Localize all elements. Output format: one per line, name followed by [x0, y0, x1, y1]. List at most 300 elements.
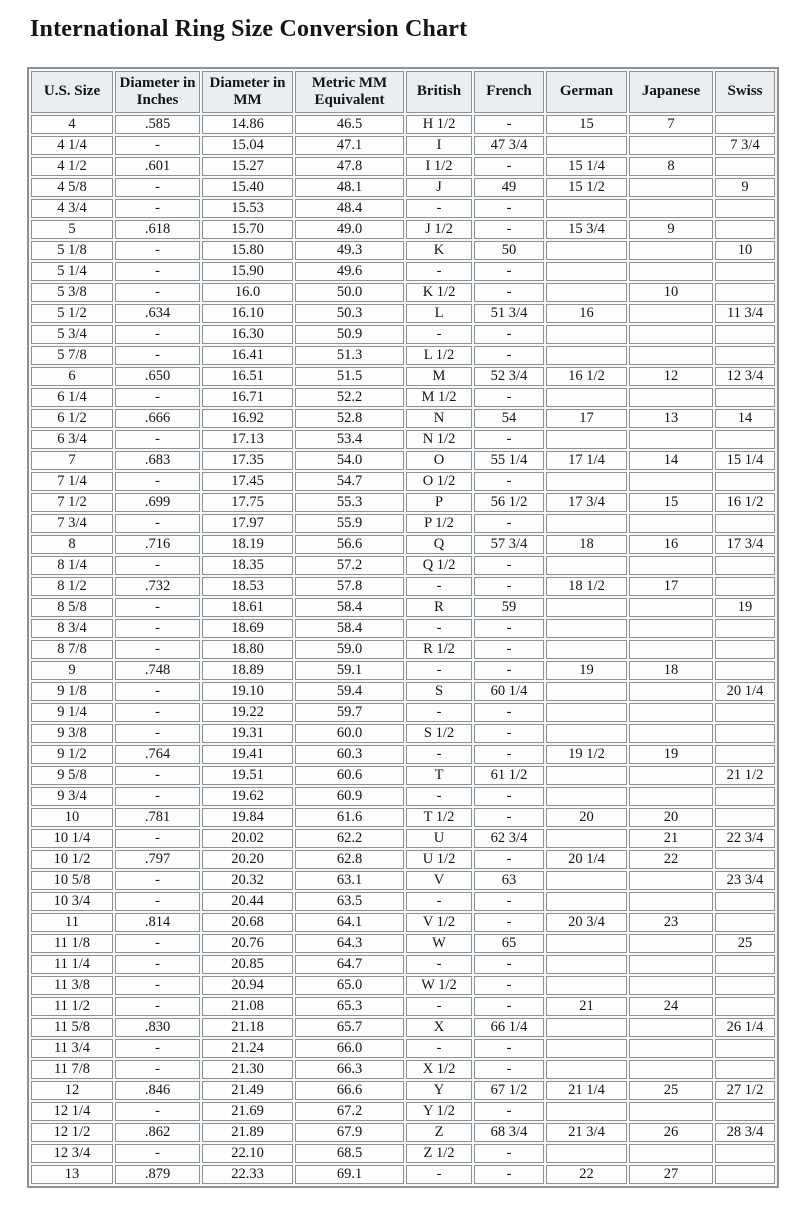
table-cell: 6 3/4: [31, 430, 113, 449]
table-cell: 23: [629, 913, 713, 932]
table-cell: 10 3/4: [31, 892, 113, 911]
table-cell: [546, 871, 627, 890]
table-cell: .814: [115, 913, 200, 932]
table-cell: P 1/2: [406, 514, 472, 533]
table-cell: 16: [629, 535, 713, 554]
column-header: Swiss: [715, 71, 775, 113]
table-cell: 12 1/2: [31, 1123, 113, 1142]
table-cell: 64.7: [295, 955, 404, 974]
table-cell: 4 3/4: [31, 199, 113, 218]
table-cell: 5 1/2: [31, 304, 113, 323]
table-cell: 19.22: [202, 703, 293, 722]
table-cell: H 1/2: [406, 115, 472, 134]
table-cell: -: [406, 787, 472, 806]
table-cell: 68.5: [295, 1144, 404, 1163]
table-cell: [629, 136, 713, 155]
table-row: [31, 598, 775, 617]
table-cell: [629, 976, 713, 995]
table-cell: 18.61: [202, 598, 293, 617]
table-row: [31, 346, 775, 365]
table-cell: 5 3/8: [31, 283, 113, 302]
table-cell: 14: [715, 409, 775, 428]
table-cell: 14: [629, 451, 713, 470]
table-cell: [629, 1144, 713, 1163]
table-cell: .699: [115, 493, 200, 512]
table-cell: 20.32: [202, 871, 293, 890]
table-cell: 20.02: [202, 829, 293, 848]
table-cell: 20: [546, 808, 627, 827]
table-row: [31, 1123, 775, 1142]
table-cell: 8 1/2: [31, 577, 113, 596]
table-cell: [715, 430, 775, 449]
table-cell: 15: [629, 493, 713, 512]
table-cell: -: [115, 241, 200, 260]
table-cell: 18.35: [202, 556, 293, 575]
table-cell: [546, 598, 627, 617]
table-cell: [715, 619, 775, 638]
table-cell: S: [406, 682, 472, 701]
table-cell: [629, 304, 713, 323]
table-cell: 51.3: [295, 346, 404, 365]
page-title: International Ring Size Conversion Chart: [30, 16, 468, 42]
table-cell: 21.24: [202, 1039, 293, 1058]
table-cell: [715, 703, 775, 722]
table-cell: I 1/2: [406, 157, 472, 176]
table-cell: 57.8: [295, 577, 404, 596]
table-row: [31, 241, 775, 260]
table-cell: 11 3/4: [715, 304, 775, 323]
table-cell: 10 1/2: [31, 850, 113, 869]
table-cell: -: [115, 955, 200, 974]
table-cell: 21.08: [202, 997, 293, 1016]
table-cell: 8 7/8: [31, 640, 113, 659]
table-cell: [715, 325, 775, 344]
table-cell: 56.6: [295, 535, 404, 554]
table-cell: 57.2: [295, 556, 404, 575]
table-cell: -: [474, 283, 544, 302]
column-header: French: [474, 71, 544, 113]
table-cell: 19.84: [202, 808, 293, 827]
table-cell: 15.80: [202, 241, 293, 260]
table-cell: [629, 514, 713, 533]
table-cell: 63: [474, 871, 544, 890]
table-cell: [715, 640, 775, 659]
table-cell: [546, 1060, 627, 1079]
table-cell: -: [474, 388, 544, 407]
table-cell: 19.10: [202, 682, 293, 701]
table-cell: 55 1/4: [474, 451, 544, 470]
table-cell: -: [406, 577, 472, 596]
column-header: Japanese: [629, 71, 713, 113]
table-cell: [715, 556, 775, 575]
table-cell: 4: [31, 115, 113, 134]
table-cell: 22.33: [202, 1165, 293, 1184]
table-row: [31, 934, 775, 953]
table-cell: 10 5/8: [31, 871, 113, 890]
table-cell: 51 3/4: [474, 304, 544, 323]
table-cell: -: [474, 640, 544, 659]
table-cell: [715, 808, 775, 827]
table-cell: -: [406, 619, 472, 638]
table-row: [31, 430, 775, 449]
table-cell: .666: [115, 409, 200, 428]
table-cell: 49.0: [295, 220, 404, 239]
table-row: [31, 493, 775, 512]
table-cell: 16.92: [202, 409, 293, 428]
table-cell: 9 1/2: [31, 745, 113, 764]
table-head: [31, 71, 775, 113]
table-cell: -: [406, 955, 472, 974]
table-cell: [629, 640, 713, 659]
table-cell: [715, 283, 775, 302]
table-cell: 62.8: [295, 850, 404, 869]
table-cell: 10: [715, 241, 775, 260]
table-row: [31, 262, 775, 281]
table-cell: X 1/2: [406, 1060, 472, 1079]
table-cell: 9 5/8: [31, 766, 113, 785]
table-cell: -: [474, 787, 544, 806]
table-cell: -: [115, 997, 200, 1016]
table-cell: [546, 766, 627, 785]
table-cell: 7: [31, 451, 113, 470]
table-cell: W: [406, 934, 472, 953]
table-cell: -: [115, 829, 200, 848]
table-cell: [715, 1144, 775, 1163]
table-cell: [546, 640, 627, 659]
table-row: [31, 136, 775, 155]
table-cell: .748: [115, 661, 200, 680]
table-cell: -: [115, 934, 200, 953]
table-cell: W 1/2: [406, 976, 472, 995]
table-cell: -: [474, 892, 544, 911]
table-cell: -: [406, 892, 472, 911]
table-cell: [629, 199, 713, 218]
table-cell: -: [474, 955, 544, 974]
table-cell: [715, 976, 775, 995]
table-cell: [546, 619, 627, 638]
table-cell: [715, 577, 775, 596]
table-cell: [629, 325, 713, 344]
table-row: [31, 1018, 775, 1037]
table-cell: V: [406, 871, 472, 890]
table-cell: -: [474, 514, 544, 533]
table-cell: -: [406, 703, 472, 722]
table-cell: S 1/2: [406, 724, 472, 743]
table-row: [31, 682, 775, 701]
table-cell: 8 5/8: [31, 598, 113, 617]
table-cell: [546, 1018, 627, 1037]
table-cell: 21 1/4: [546, 1081, 627, 1100]
table-cell: -: [474, 472, 544, 491]
table-cell: -: [474, 724, 544, 743]
table-cell: T: [406, 766, 472, 785]
table-row: [31, 304, 775, 323]
table-cell: -: [474, 913, 544, 932]
table-cell: [629, 619, 713, 638]
table-cell: 18.19: [202, 535, 293, 554]
table-cell: 9 3/8: [31, 724, 113, 743]
table-cell: [715, 1039, 775, 1058]
table-cell: 7: [629, 115, 713, 134]
table-cell: 12 3/4: [31, 1144, 113, 1163]
table-cell: -: [115, 199, 200, 218]
table-cell: -: [474, 115, 544, 134]
table-cell: [629, 1060, 713, 1079]
table-row: [31, 745, 775, 764]
table-cell: [546, 283, 627, 302]
table-cell: 5 1/8: [31, 241, 113, 260]
table-cell: [629, 955, 713, 974]
table-cell: -: [474, 808, 544, 827]
table-cell: 20 1/4: [546, 850, 627, 869]
table-cell: N: [406, 409, 472, 428]
table-cell: [546, 1144, 627, 1163]
table-row: [31, 514, 775, 533]
table-cell: [715, 1102, 775, 1121]
table-row: [31, 409, 775, 428]
table-cell: 7 1/4: [31, 472, 113, 491]
table-cell: 17 3/4: [715, 535, 775, 554]
table-cell: 9: [629, 220, 713, 239]
table-row: [31, 325, 775, 344]
table-cell: -: [115, 1060, 200, 1079]
table-cell: 6: [31, 367, 113, 386]
table-cell: 22 3/4: [715, 829, 775, 848]
table-row: [31, 703, 775, 722]
table-cell: -: [115, 1144, 200, 1163]
table-cell: 15.40: [202, 178, 293, 197]
table-cell: [715, 220, 775, 239]
table-cell: 18.89: [202, 661, 293, 680]
table-cell: [546, 703, 627, 722]
table-cell: 15 1/4: [715, 451, 775, 470]
table-cell: 49: [474, 178, 544, 197]
table-cell: .683: [115, 451, 200, 470]
table-cell: 61.6: [295, 808, 404, 827]
table-cell: 68 3/4: [474, 1123, 544, 1142]
table-cell: 65: [474, 934, 544, 953]
table-cell: 11 1/4: [31, 955, 113, 974]
table-cell: Y: [406, 1081, 472, 1100]
table-cell: Y 1/2: [406, 1102, 472, 1121]
table-row: [31, 955, 775, 974]
table-cell: 4 5/8: [31, 178, 113, 197]
table-cell: 20.94: [202, 976, 293, 995]
table-cell: -: [406, 199, 472, 218]
table-cell: [546, 346, 627, 365]
table-cell: 7 3/4: [715, 136, 775, 155]
table-cell: U 1/2: [406, 850, 472, 869]
table-cell: .830: [115, 1018, 200, 1037]
table-cell: Q: [406, 535, 472, 554]
table-cell: -: [474, 745, 544, 764]
table-row: [31, 997, 775, 1016]
table-cell: [715, 514, 775, 533]
table-cell: 67 1/2: [474, 1081, 544, 1100]
table-cell: 8: [31, 535, 113, 554]
table-cell: 9: [31, 661, 113, 680]
table-row: [31, 1102, 775, 1121]
table-cell: O: [406, 451, 472, 470]
table-cell: -: [115, 640, 200, 659]
table-cell: -: [406, 1165, 472, 1184]
table-cell: 6 1/4: [31, 388, 113, 407]
table-cell: [715, 199, 775, 218]
table-cell: 22.10: [202, 1144, 293, 1163]
table-cell: 17: [546, 409, 627, 428]
table-cell: -: [474, 346, 544, 365]
table-cell: 69.1: [295, 1165, 404, 1184]
column-header: Diameter in MM: [202, 71, 293, 113]
table-cell: 66.0: [295, 1039, 404, 1058]
table-cell: [715, 745, 775, 764]
table-cell: U: [406, 829, 472, 848]
table-cell: [715, 661, 775, 680]
table-cell: -: [474, 556, 544, 575]
column-header: Metric MM Equivalent: [295, 71, 404, 113]
table-cell: 12 3/4: [715, 367, 775, 386]
table-row: [31, 472, 775, 491]
table-cell: -: [115, 262, 200, 281]
table-cell: M 1/2: [406, 388, 472, 407]
table-cell: 22: [629, 850, 713, 869]
table-cell: 15.27: [202, 157, 293, 176]
table-cell: 20.85: [202, 955, 293, 974]
table-cell: 13: [31, 1165, 113, 1184]
table-cell: 53.4: [295, 430, 404, 449]
table-cell: O 1/2: [406, 472, 472, 491]
table-cell: 25: [715, 934, 775, 953]
table-cell: 5 7/8: [31, 346, 113, 365]
table-cell: 59.4: [295, 682, 404, 701]
table-cell: -: [474, 661, 544, 680]
table-cell: 60.9: [295, 787, 404, 806]
table-cell: R: [406, 598, 472, 617]
table-cell: -: [115, 976, 200, 995]
table-cell: 16 1/2: [715, 493, 775, 512]
table-cell: 11 3/8: [31, 976, 113, 995]
table-cell: -: [474, 199, 544, 218]
table-row: [31, 115, 775, 134]
table-cell: [546, 325, 627, 344]
table-row: [31, 913, 775, 932]
table-cell: Z: [406, 1123, 472, 1142]
table-cell: [629, 682, 713, 701]
table-cell: 15 3/4: [546, 220, 627, 239]
table-row: [31, 157, 775, 176]
table-cell: [715, 850, 775, 869]
table-cell: [715, 724, 775, 743]
table-cell: 20.44: [202, 892, 293, 911]
table-cell: -: [406, 997, 472, 1016]
table-cell: .716: [115, 535, 200, 554]
table-cell: 18: [546, 535, 627, 554]
table-cell: -: [115, 472, 200, 491]
table-cell: 52.2: [295, 388, 404, 407]
table-cell: 21 3/4: [546, 1123, 627, 1142]
table-cell: 49.3: [295, 241, 404, 260]
table-cell: 15: [546, 115, 627, 134]
table-cell: 28 3/4: [715, 1123, 775, 1142]
table-cell: 65.7: [295, 1018, 404, 1037]
table-cell: 19.31: [202, 724, 293, 743]
table-cell: 5 3/4: [31, 325, 113, 344]
table-cell: 21.49: [202, 1081, 293, 1100]
table-row: [31, 1165, 775, 1184]
table-cell: 13: [629, 409, 713, 428]
table-cell: 21.30: [202, 1060, 293, 1079]
table-cell: [629, 388, 713, 407]
table-cell: 7 1/2: [31, 493, 113, 512]
table-row: [31, 1144, 775, 1163]
table-cell: [629, 871, 713, 890]
table-cell: [629, 262, 713, 281]
table-cell: 10 1/4: [31, 829, 113, 848]
table-header-row: [31, 71, 775, 113]
table-cell: -: [115, 703, 200, 722]
table-cell: 49.6: [295, 262, 404, 281]
table-cell: 21 1/2: [715, 766, 775, 785]
table-cell: -: [406, 661, 472, 680]
table-row: [31, 556, 775, 575]
table-cell: 63.5: [295, 892, 404, 911]
table-cell: 62 3/4: [474, 829, 544, 848]
table-row: [31, 787, 775, 806]
table-cell: 52.8: [295, 409, 404, 428]
table-cell: [629, 724, 713, 743]
table-cell: 19 1/2: [546, 745, 627, 764]
table-cell: [629, 766, 713, 785]
table-cell: 52 3/4: [474, 367, 544, 386]
table-cell: 58.4: [295, 598, 404, 617]
table-cell: 11: [31, 913, 113, 932]
table-row: [31, 871, 775, 890]
table-cell: [546, 934, 627, 953]
table-cell: -: [115, 871, 200, 890]
table-row: [31, 535, 775, 554]
table-row: [31, 451, 775, 470]
table-cell: -: [115, 619, 200, 638]
table-cell: 66.3: [295, 1060, 404, 1079]
table-cell: 9: [715, 178, 775, 197]
table-cell: 10: [31, 808, 113, 827]
table-cell: 21.18: [202, 1018, 293, 1037]
table-cell: 46.5: [295, 115, 404, 134]
table-cell: [629, 1039, 713, 1058]
table-cell: -: [474, 220, 544, 239]
table-cell: [629, 346, 713, 365]
table-cell: [715, 388, 775, 407]
table-cell: 18.69: [202, 619, 293, 638]
table-cell: 26: [629, 1123, 713, 1142]
table-cell: 48.1: [295, 178, 404, 197]
table-cell: 58.4: [295, 619, 404, 638]
table-cell: 12: [31, 1081, 113, 1100]
table-row: [31, 661, 775, 680]
table-cell: 19.51: [202, 766, 293, 785]
table-cell: 19: [546, 661, 627, 680]
table-cell: [546, 787, 627, 806]
table-cell: 54: [474, 409, 544, 428]
table-cell: J 1/2: [406, 220, 472, 239]
table-cell: -: [474, 325, 544, 344]
table-cell: 12: [629, 367, 713, 386]
column-header: British: [406, 71, 472, 113]
table-cell: -: [474, 262, 544, 281]
table-cell: 60.3: [295, 745, 404, 764]
table-cell: [629, 430, 713, 449]
column-header: Diameter in Inches: [115, 71, 200, 113]
